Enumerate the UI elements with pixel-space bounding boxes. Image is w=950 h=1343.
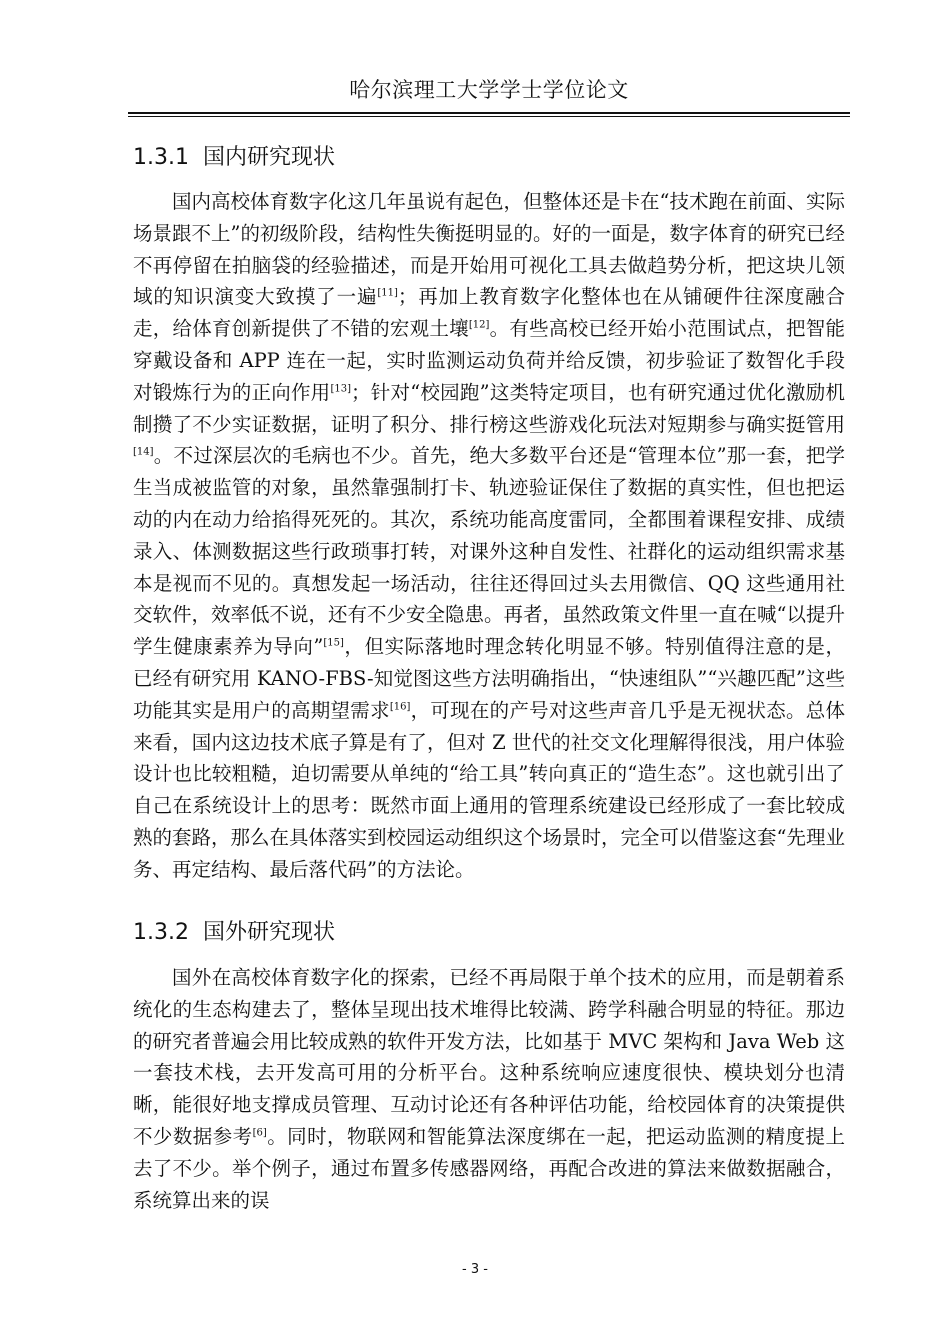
running-header: 哈尔滨理工大学学士学位论文: [349, 78, 629, 102]
paragraph-text: ，可现在的产号对这些声音几乎是无视状态。总体来看，国内这边技术底子算是有了，但对 Z 世代的社交文化理解得很浅，用户体验设计也比较粗糙，迫切需要从单纯的“给工具”转向真正的“造生态”。这也就引出了自己在系统设计上的思考：既然市面上通用的管理系统建设已经形成了一套比较成熟的套路，那么在具体落实到校园运动组织这个场景时，完全可以借鉴这套“先理业务、再定结构、最后落代码”的方法论。: [133, 698, 845, 881]
paragraph-text: ，但实际落地时理念转化明显不够。特别值得注意的是，已经有研究用 KANO-FBS-知觉图这些方法明确指出，“快速组队”“兴趣匹配”这些功能其实是用户的高期望需求: [133, 635, 845, 722]
page-number: - 3 -: [462, 1262, 488, 1277]
body-paragraph-foreign: [133, 962, 845, 1216]
section-title: 国内研究现状: [202, 145, 335, 170]
section-heading-1-3-2: [133, 918, 335, 948]
citation-marker: [16]: [389, 701, 411, 713]
citation-marker: [14]: [133, 446, 154, 458]
paragraph-text: 。有些高校已经开始小范围试点，把智能穿戴设备和 APP 连在一起，实时监测运动负荷并给反馈，初步验证了数智化手段对锻炼行为的正向作用: [133, 317, 845, 404]
citation-marker: [12]: [468, 319, 490, 331]
header-rule-thin: [128, 116, 850, 117]
section-heading-1-3-1: [133, 143, 335, 173]
header-rule: [128, 112, 850, 114]
citation-marker: [6]: [252, 1127, 267, 1139]
section-number: 1.3.1: [133, 145, 189, 170]
section-title: 国外研究现状: [202, 920, 335, 945]
paragraph-text: 。不过深层次的毛病也不少。首先，绝大多数平台还是“管理本位”那一套，把学生当成被监管的对象，虽然靠强制打卡、轨迹验证保住了数据的真实性，但也把运动的内在动力给掐得死死的。其次，系统功能高度雷同，全都围着课程安排、成绩录入、体测数据这些行政琐事打转，对课外这种自发性、社群化的运动组织需求基本是视而不见的。真想发起一场活动，往往还得回过头去用微信、QQ 这些通用社交软件，效率低不说，还有不少安全隐患。再者，虽然政策文件里一直在喊“以提升学生健康素养为导向”: [133, 444, 845, 659]
citation-marker: [11]: [377, 287, 398, 299]
citation-marker: [13]: [330, 383, 351, 395]
paragraph-text: 国外在高校体育数字化的探索，已经不再局限于单个技术的应用，而是朝着系统化的生态构建去了，整体呈现出技术堆得比较满、跨学科融合明显的特征。那边的研究者普遍会用比较成熟的软件开发方法，比如基于 MVC 架构和 Java Web 这一套技术栈，去开发高可用的分析平台。这种系统响应速度很快、模块划分也清晰，能很好地支撑成员管理、互动讨论还有各种评估功能，给校园体育的决策提供不少数据参考: [133, 966, 845, 1148]
paragraph-text: 国内高校体育数字化这几年虽说有起色，但整体还是卡在“技术跑在前面、实际场景跟不上”的初级阶段，结构性失衡挺明显的。好的一面是，数字体育的研究已经不再停留在拍脑袋的经验描述，而是开始用可视化工具去做趋势分析，把这块儿领域的知识演变大致摸了一遍: [133, 190, 845, 309]
paragraph-text: ；针对“校园跑”这类特定项目，也有研究通过优化激励机制攒了不少实证数据，证明了积分、排行榜这些游戏化玩法对短期参与确实挺管用: [133, 380, 845, 436]
citation-marker: [15]: [323, 637, 344, 649]
paragraph-text: ；再加上教育数字化整体也在从铺硬件往深度融合走，给体育创新提供了不错的宏观土壤: [133, 285, 845, 341]
body-paragraph-domestic: [133, 186, 845, 886]
section-number: 1.3.2: [133, 920, 189, 945]
paragraph-text: 。同时，物联网和智能算法深度绑在一起，把运动监测的精度提上去了不少。举个例子，通过布置多传感器网络，再配合改进的算法来做数据融合，系统算出来的误: [133, 1124, 845, 1212]
